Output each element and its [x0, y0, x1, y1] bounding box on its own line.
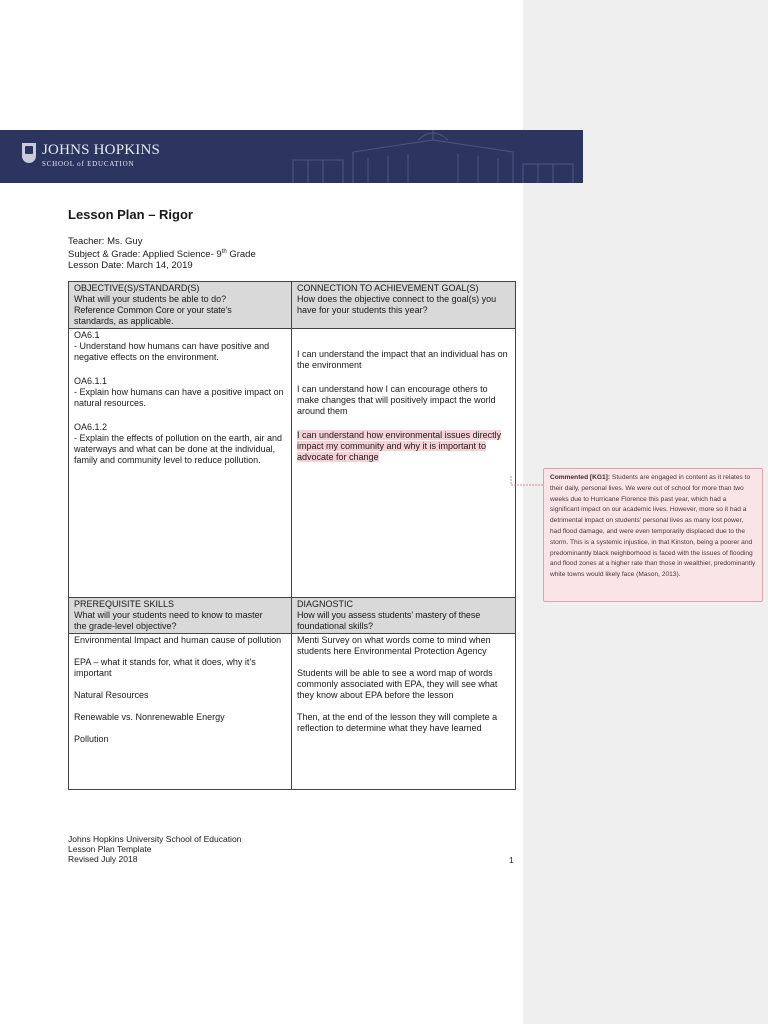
connection-statement-commented: I can understand how environmental issues directly impact my community and why it is important to advocate for change — [297, 430, 502, 462]
prereq-header-cell: PREREQUISITE SKILLS What will your students need to know to master the grade-level objective? — [69, 598, 292, 634]
connection-statement: I can understand the impact that an individual has on the environment — [297, 349, 508, 370]
lesson-date-line: Lesson Date: March 14, 2019 — [68, 260, 193, 272]
footer-line-3: Revised July 2018 — [68, 854, 138, 864]
lesson-plan-table — [68, 281, 516, 790]
prereq-header-title: PREREQUISITE SKILLS — [74, 599, 175, 609]
logo-sub-text: SCHOOL of EDUCATION — [42, 160, 135, 168]
diagnostic-item: Menti Survey on what words come to mind when students here Environmental Protection Agency — [297, 635, 491, 656]
lesson-meta — [68, 236, 256, 271]
connection-statement: I can understand how I can encourage others to make changes that will positively impact the world around them — [297, 384, 496, 416]
footer-line-1: Johns Hopkins University School of Education — [68, 834, 242, 844]
connections-cell[interactable] — [292, 329, 516, 598]
diagnostic-header-cell: DIAGNOSTIC How will you assess students’ mastery of these foundational skills? — [292, 598, 516, 634]
prereq-item: Natural Resources — [74, 690, 149, 700]
prereq-item: Environmental Impact and human cause of pollution — [74, 635, 282, 645]
diagnostics-cell[interactable] — [292, 634, 516, 790]
objective-header-cell: OBJECTIVE(S)/STANDARD(S) What will your students be able to do? Reference Common Core or your state’s standards, as applicable. — [69, 282, 292, 329]
objective-item: OA6.1 - Understand how humans can have positive and negative effects on the environment. — [74, 330, 270, 362]
shield-icon — [22, 143, 36, 163]
comment-balloon[interactable] — [543, 468, 763, 602]
prereq-item: EPA – what it stands for, what it does, why it’s important — [74, 657, 256, 678]
diagnostic-header-title: DIAGNOSTIC — [297, 599, 354, 609]
subject-grade-line: Subject & Grade: Applied Science- 9th Grade — [68, 249, 256, 261]
objective-item: OA6.1.1 - Explain how humans can have a positive impact on natural resources. — [74, 376, 284, 408]
comment-connector-line — [510, 476, 546, 486]
page-number: 1 — [509, 855, 514, 865]
building-illustration — [253, 130, 583, 183]
teacher-line: Teacher: Ms. Guy — [68, 236, 143, 247]
jhu-logo — [22, 143, 160, 168]
document-title: Lesson Plan – Rigor — [68, 207, 193, 222]
prereq-item: Renewable vs. Nonrenewable Energy — [74, 712, 225, 722]
objective-item: OA6.1.2 - Explain the effects of pollution on the earth, air and waterways and what can be done at the individual, family and community level to reduce pollution. — [74, 422, 282, 465]
footer-line-2: Lesson Plan Template — [68, 844, 152, 854]
comment-label: Commented [KG1]: — [550, 474, 611, 481]
objective-header-title: OBJECTIVE(S)/STANDARD(S) — [74, 283, 200, 293]
objectives-cell[interactable] — [69, 329, 292, 598]
prereq-item: Pollution — [74, 734, 109, 744]
logo-main-text: JOHNS HOPKINS — [42, 142, 161, 158]
comment-text: Students are engaged in content as it relates to their daily, personal lives. We were out of school for more than two weeks due to Hurricane Florence this past year, which had a significant impact on our academic lives. However, more so it had a detrimental impact on students’ personal lives as many lost power, had flood damage, and were even temporarily displaced due to the storm. This is a systemic injustice, in that Kinston, being a poorer and predominantly black neighborhood is faced with the issues of flooding and flood zones at a higher rate than those in wealthier, predominantly white towns would likely face (Mason, 2013). — [550, 474, 756, 579]
diagnostic-item: Then, at the end of the lesson they will complete a reflection to determine what they have learned — [297, 712, 498, 733]
diagnostic-item: Students will be able to see a word map of words commonly associated with EPA, they will see what they know about EPA before the lesson — [297, 668, 498, 700]
connection-header-title: CONNECTION TO ACHIEVEMENT GOAL(S) — [297, 283, 479, 293]
prereqs-cell[interactable] — [69, 634, 292, 790]
page-footer — [68, 834, 241, 864]
connection-header-cell: CONNECTION TO ACHIEVEMENT GOAL(S) How does the objective connect to the goal(s) you have for your students this year? — [292, 282, 516, 329]
